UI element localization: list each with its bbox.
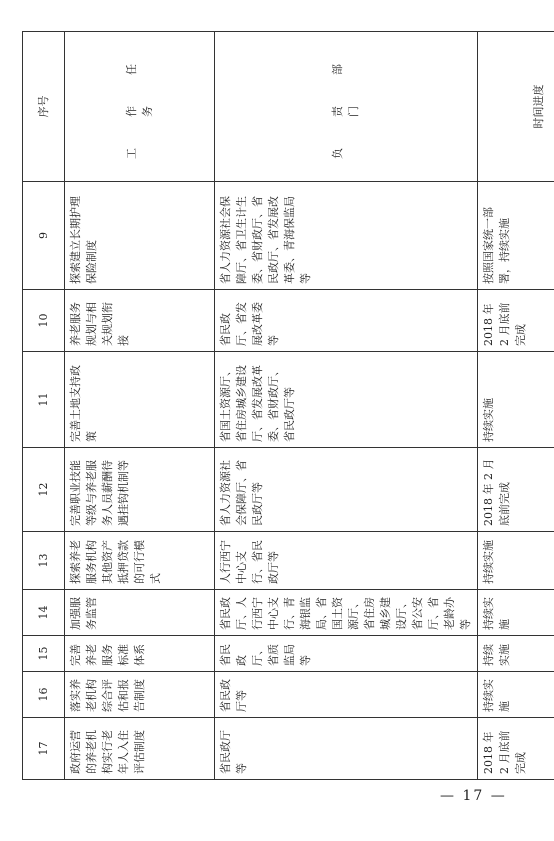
page-number: — 17 — xyxy=(440,788,507,804)
cell-seq: 16 xyxy=(23,672,65,718)
cell-dept: 省民政厅、省质监局等 xyxy=(215,636,478,672)
table-field-row-dept xyxy=(215,32,478,780)
cell-dept: 省国土资源厅、省住房城乡建设厅、省发展改革委、省财政厅、省民政厅等 xyxy=(215,352,478,448)
cell-time: 2018 年 2 月底前完成 xyxy=(478,448,554,532)
header-time: 时间进度 xyxy=(478,32,554,182)
cell-dept: 省民政厅、省发展改革委等 xyxy=(215,290,478,352)
cell-time: 2018 年 2 月底前完成 xyxy=(478,718,554,780)
cell-seq: 11 xyxy=(23,352,65,448)
header-task: 工 作 任 务 xyxy=(65,32,215,182)
rotated-table-frame xyxy=(22,32,545,780)
cell-seq: 13 xyxy=(23,532,65,590)
cell-task: 完善土地支持政策 xyxy=(65,352,215,448)
cell-seq: 10 xyxy=(23,290,65,352)
cell-task: 探索建立长期护理保险制度 xyxy=(65,182,215,290)
cell-task: 养老服务规划与相关规划衔接 xyxy=(65,290,215,352)
cell-seq: 12 xyxy=(23,448,65,532)
task-table xyxy=(22,31,554,780)
cell-time: 持续实施 xyxy=(478,636,554,672)
table-field-row-task xyxy=(65,32,215,780)
header-dept: 负 责 部 门 xyxy=(215,32,478,182)
cell-dept: 省民政厅、人行西宁中心支行、青海银监局、省国土资源厅、省住房城乡建设厅、省公安厅、省老龄办等 xyxy=(215,590,478,636)
cell-task: 政府运营的养老机构实行老年人入住评估制度 xyxy=(65,718,215,780)
cell-seq: 17 xyxy=(23,718,65,780)
cell-dept: 省民政厅等 xyxy=(215,718,478,780)
cell-time: 2018 年 2 月底前完成 xyxy=(478,290,554,352)
cell-seq: 9 xyxy=(23,182,65,290)
cell-dept: 人行西宁中心支行、省民政厅等 xyxy=(215,532,478,590)
cell-task: 落实养老机构综合评估和报告制度 xyxy=(65,672,215,718)
cell-time: 按照国家统一部署，持续实施 xyxy=(478,182,554,290)
cell-time: 持续实施 xyxy=(478,672,554,718)
table-field-row-seq xyxy=(23,32,65,780)
cell-seq: 15 xyxy=(23,636,65,672)
cell-time: 持续实施 xyxy=(478,590,554,636)
cell-dept: 省民政厅等 xyxy=(215,672,478,718)
header-seq: 序号 xyxy=(23,32,65,182)
cell-task: 加强服务监管 xyxy=(65,590,215,636)
cell-dept: 省人力资源社会保障厅、省卫生计生委、省财政厅、省民政厅、省发展改革委、青海保监局等 xyxy=(215,182,478,290)
task-table-body xyxy=(23,32,554,780)
cell-task: 探索养老服务机构其他资产抵押贷款的可行模式 xyxy=(65,532,215,590)
table-field-row-time xyxy=(478,32,554,780)
cell-task: 完善养老服务标准体系 xyxy=(65,636,215,672)
cell-time: 持续实施 xyxy=(478,352,554,448)
cell-dept: 省人力资源社会保障厅、省民政厅等 xyxy=(215,448,478,532)
cell-task: 完善职业技能等级与养老服务人员薪酬待遇挂钩机制等 xyxy=(65,448,215,532)
cell-time: 持续实施 xyxy=(478,532,554,590)
cell-seq: 14 xyxy=(23,590,65,636)
